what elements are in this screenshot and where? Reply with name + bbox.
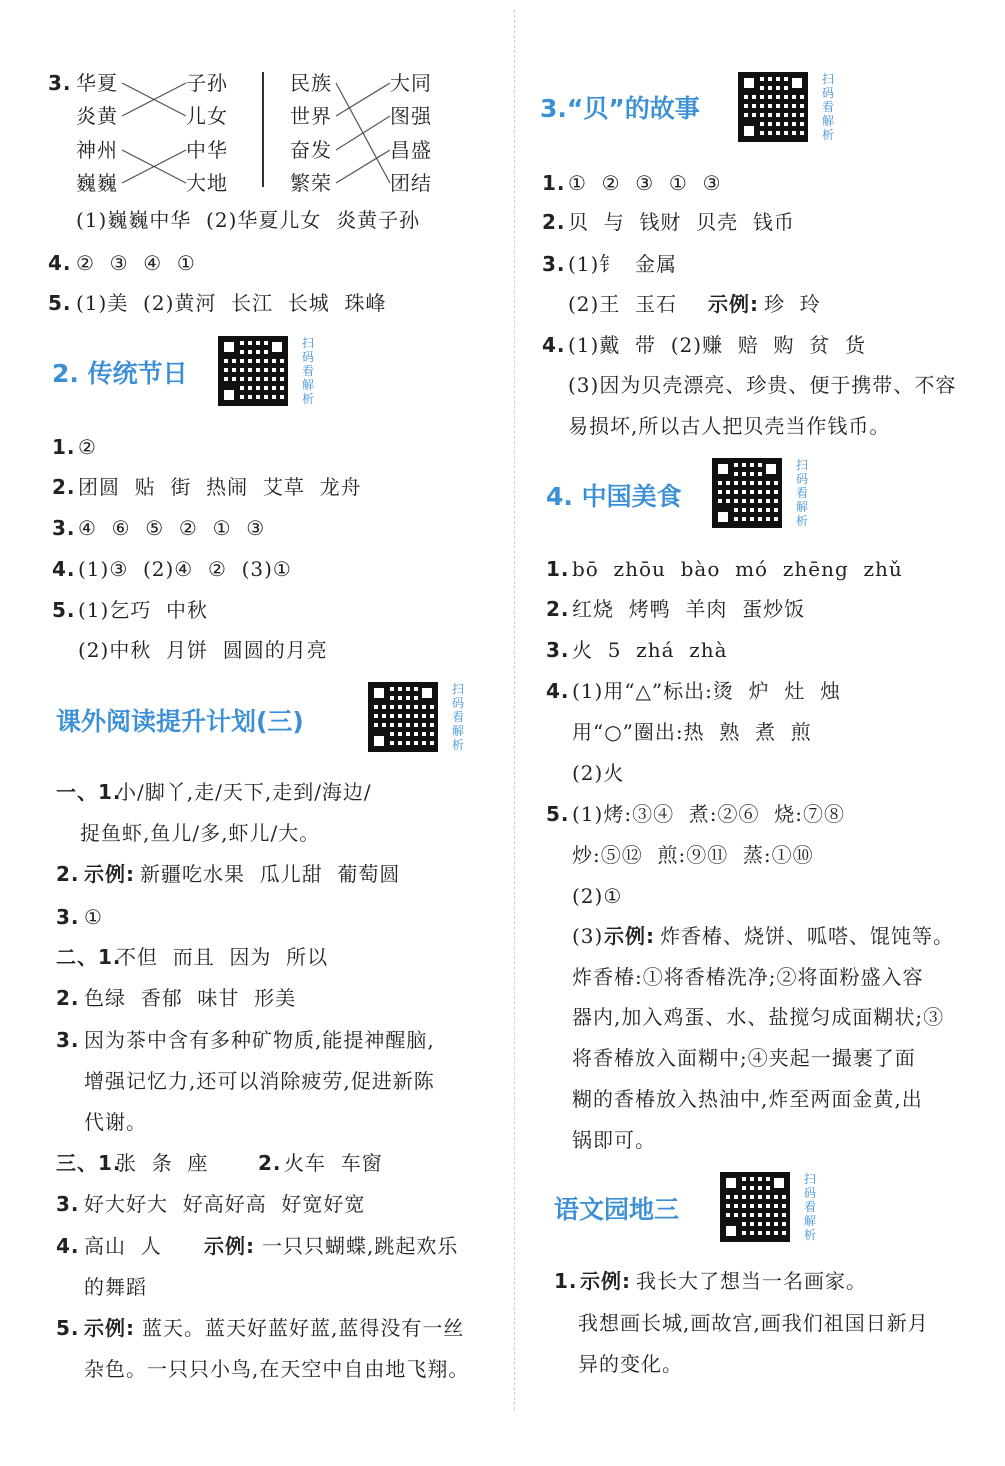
r6-answer-3: 代谢。 bbox=[84, 1110, 147, 1134]
qr-code bbox=[368, 682, 438, 752]
r7-number: 三、1. bbox=[56, 1151, 122, 1175]
s3-q3-answer: (1)钅 金属 bbox=[568, 252, 678, 276]
section-title-reading-plan: 课外阅读提升计划(三) bbox=[56, 707, 304, 736]
match-separator bbox=[262, 72, 264, 187]
r10-example-label: 示例: bbox=[84, 1316, 135, 1340]
r9-number: 4. bbox=[56, 1234, 80, 1258]
s5-q1-answer-3: 异的变化。 bbox=[578, 1352, 683, 1376]
r9-answer-2: 一只只蝴蝶,跳起欢乐 bbox=[262, 1234, 459, 1258]
s4-q5-answer-6: 器内,加入鸡蛋、水、盐搅匀成面糊状;③ bbox=[572, 1005, 945, 1029]
s3-q4-answer-2: (3)因为贝壳漂亮、珍贵、便于携带、不容 bbox=[568, 373, 957, 397]
section-title-chinese-food: 4. 中国美食 bbox=[546, 482, 682, 511]
s4-q1-number: 1. bbox=[546, 557, 570, 581]
r9-example-label: 示例: bbox=[204, 1234, 255, 1258]
r5-number: 2. bbox=[56, 986, 80, 1010]
r10-answer: 蓝天。蓝天好蓝好蓝,蓝得没有一丝 bbox=[142, 1316, 465, 1340]
r3-answer: ① bbox=[84, 905, 103, 929]
s4-q5-answer-4-prefix: (3) bbox=[572, 924, 604, 948]
match-lines-b bbox=[334, 70, 394, 190]
s4-q3-number: 3. bbox=[546, 638, 570, 662]
match-left-a-1: 华夏 bbox=[76, 71, 118, 95]
s4-q5-answer-2: 炒:⑤⑫ 煎:⑨⑪ 蒸:①⑩ bbox=[572, 843, 814, 867]
s2-q4-number: 4. bbox=[52, 557, 76, 581]
scan-hint: 扫码看解析 bbox=[804, 1172, 817, 1242]
column-divider bbox=[514, 10, 515, 1410]
s4-q5-number: 5. bbox=[546, 802, 570, 826]
s5-q1-example-label: 示例: bbox=[580, 1269, 631, 1293]
q4-number: 4. bbox=[48, 251, 72, 275]
match-lines-a bbox=[120, 70, 190, 190]
r1-answer-2: 捉鱼虾,鱼儿/多,虾儿/大。 bbox=[80, 821, 321, 845]
q5-number: 5. bbox=[48, 291, 72, 315]
s4-q5-answer-5: 炸香椿:①将香椿洗净;②将面粉盛入容 bbox=[572, 965, 924, 989]
r10-answer-2: 杂色。一只只小鸟,在天空中自由地飞翔。 bbox=[84, 1357, 470, 1381]
s4-q5-answer-7: 将香椿放入面糊中;④夹起一撮裹了面 bbox=[572, 1046, 916, 1070]
s5-q1-answer: 我长大了想当一名画家。 bbox=[636, 1269, 867, 1293]
match-right-a-2: 儿女 bbox=[186, 104, 228, 128]
s4-q5-answer-3: (2)① bbox=[572, 884, 623, 908]
match-left-b-3: 奋发 bbox=[290, 138, 332, 162]
s4-q2-answer: 红烧 烤鸭 羊肉 蛋炒饭 bbox=[572, 597, 806, 621]
r2-example-label: 示例: bbox=[84, 862, 135, 886]
r8-number: 3. bbox=[56, 1192, 80, 1216]
r2-answer: 新疆吃水果 瓜儿甜 葡萄圆 bbox=[140, 862, 401, 886]
s4-q5-answer-8: 糊的香椿放入热油中,炸至两面金黄,出 bbox=[572, 1087, 923, 1111]
q5-answer: (1)美 (2)黄河 长江 长城 珠峰 bbox=[76, 291, 387, 315]
match-right-a-4: 大地 bbox=[186, 171, 228, 195]
r1-answer: 小/脚丫,走/天下,走到/海边/ bbox=[116, 780, 372, 804]
match-right-a-1: 子孙 bbox=[186, 71, 228, 95]
match-right-b-4: 团结 bbox=[390, 171, 432, 195]
s2-q2-number: 2. bbox=[52, 475, 76, 499]
match-left-b-1: 民族 bbox=[290, 71, 332, 95]
r1-number: 一、1. bbox=[56, 780, 122, 804]
q3-number: 3. bbox=[48, 71, 72, 95]
match-left-b-2: 世界 bbox=[290, 104, 332, 128]
scan-hint: 扫码看解析 bbox=[822, 72, 835, 142]
r4-number: 二、1. bbox=[56, 945, 122, 969]
s5-q1-number: 1. bbox=[554, 1269, 578, 1293]
s4-q4-answer: (1)用“△”标出:烫 炉 灶 烛 bbox=[572, 679, 842, 703]
r6-answer: 因为茶中含有多种矿物质,能提神醒脑, bbox=[84, 1028, 435, 1052]
s2-q3-answer: ④ ⑥ ⑤ ② ① ③ bbox=[78, 516, 266, 540]
s4-q2-number: 2. bbox=[546, 597, 570, 621]
scan-hint: 扫码看解析 bbox=[796, 458, 809, 528]
r7-answer-2: 火车 车窗 bbox=[284, 1151, 383, 1175]
s2-q3-number: 3. bbox=[52, 516, 76, 540]
s3-q4-answer-3: 易损坏,所以古人把贝壳当作钱币。 bbox=[568, 414, 891, 438]
match-left-b-4: 繁荣 bbox=[290, 171, 332, 195]
r4-answer: 不但 而且 因为 所以 bbox=[116, 945, 329, 969]
s4-q4-number: 4. bbox=[546, 679, 570, 703]
r9-answer: 高山 人 bbox=[84, 1234, 170, 1258]
s4-q5-answer-4: 炸香椿、烧饼、呱嗒、馄饨等。 bbox=[660, 924, 954, 948]
s3-q2-number: 2. bbox=[542, 210, 566, 234]
s5-q1-answer-2: 我想画长城,画故宫,画我们祖国日新月 bbox=[578, 1311, 929, 1335]
s3-q3-number: 3. bbox=[542, 252, 566, 276]
match-right-b-1: 大同 bbox=[390, 71, 432, 95]
section-title-shell-story: 3.“贝”的故事 bbox=[540, 94, 700, 123]
s3-q2-answer: 贝 与 钱财 贝壳 钱币 bbox=[568, 210, 795, 234]
r10-number: 5. bbox=[56, 1316, 80, 1340]
match-left-a-3: 神州 bbox=[76, 138, 118, 162]
qr-code bbox=[712, 458, 782, 528]
section-title-traditional-festivals: 2. 传统节日 bbox=[52, 359, 188, 388]
s3-q3-answer-3: 珍 玲 bbox=[764, 292, 821, 316]
r8-answer: 好大好大 好高好高 好宽好宽 bbox=[84, 1192, 366, 1216]
s4-q5-example-label: 示例: bbox=[604, 924, 655, 948]
q4-answer: ② ③ ④ ① bbox=[76, 251, 196, 275]
s4-q4-answer-3: (2)火 bbox=[572, 761, 625, 785]
s2-q1-answer: ② bbox=[78, 435, 97, 459]
s3-q4-number: 4. bbox=[542, 333, 566, 357]
r6-number: 3. bbox=[56, 1028, 80, 1052]
s4-q4-answer-2: 用“○”圈出:热 熟 煮 煎 bbox=[572, 720, 812, 744]
s3-q4-answer: (1)戴 带 (2)赚 赔 购 贫 货 bbox=[568, 333, 866, 357]
q3-fill-answer: (1)巍巍中华 (2)华夏儿女 炎黄子孙 bbox=[76, 208, 421, 232]
match-right-a-3: 中华 bbox=[186, 138, 228, 162]
s2-q5-number: 5. bbox=[52, 598, 76, 622]
r2-number: 2. bbox=[56, 862, 80, 886]
r6-answer-2: 增强记忆力,还可以消除疲劳,促进新陈 bbox=[84, 1069, 435, 1093]
s2-q5-answer: (1)乞巧 中秋 bbox=[78, 598, 209, 622]
qr-code bbox=[218, 336, 288, 406]
r5-answer: 色绿 香郁 味甘 形美 bbox=[84, 986, 297, 1010]
match-left-a-4: 巍巍 bbox=[76, 171, 118, 195]
scan-hint: 扫码看解析 bbox=[452, 682, 465, 752]
section-title-language-garden: 语文园地三 bbox=[554, 1195, 680, 1224]
s2-q5-answer-2: (2)中秋 月饼 圆圆的月亮 bbox=[78, 638, 328, 662]
scan-hint: 扫码看解析 bbox=[302, 336, 315, 406]
s3-q3-answer-2: (2)王 玉石 bbox=[568, 292, 685, 316]
r7-answer: 张 条 座 bbox=[116, 1151, 216, 1175]
s2-q1-number: 1. bbox=[52, 435, 76, 459]
r9-answer-3: 的舞蹈 bbox=[84, 1275, 147, 1299]
s4-q5-answer-9: 锅即可。 bbox=[572, 1128, 656, 1152]
match-right-b-3: 昌盛 bbox=[390, 138, 432, 162]
s3-q3-example-label: 示例: bbox=[708, 292, 759, 316]
r3-number: 3. bbox=[56, 905, 80, 929]
s2-q2-answer: 团圆 贴 街 热闹 艾草 龙舟 bbox=[78, 475, 362, 499]
s3-q1-number: 1. bbox=[542, 171, 566, 195]
match-left-a-2: 炎黄 bbox=[76, 104, 118, 128]
qr-code bbox=[720, 1172, 790, 1242]
s3-q1-answer: ① ② ③ ① ③ bbox=[568, 171, 722, 195]
match-right-b-2: 图强 bbox=[390, 104, 432, 128]
s4-q3-answer: 火 5 zhá zhà bbox=[572, 638, 728, 662]
s2-q4-answer: (1)③ (2)④ ② (3)① bbox=[78, 557, 292, 581]
s4-q5-answer: (1)烤:③④ 煮:②⑥ 烧:⑦⑧ bbox=[572, 802, 845, 826]
qr-code bbox=[738, 72, 808, 142]
s4-q1-answer: bō zhōu bào mó zhēng zhǔ bbox=[572, 557, 903, 581]
r7-number-2: 2. bbox=[258, 1151, 282, 1175]
